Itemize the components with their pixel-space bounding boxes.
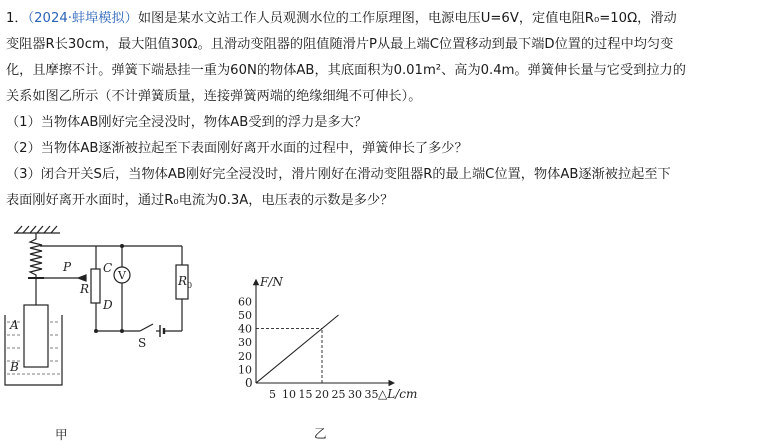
spring	[30, 233, 42, 278]
series-line	[256, 315, 339, 383]
label-r0-main: R	[178, 274, 188, 288]
x-tick-label: 25	[331, 388, 346, 401]
label-r0	[177, 274, 192, 290]
y-tick-label: 10	[238, 363, 252, 377]
ceiling-hatch	[16, 226, 57, 233]
label-d: D	[103, 298, 113, 312]
figure-jia	[0, 225, 200, 448]
label-p: P	[63, 260, 72, 274]
switch	[140, 324, 153, 331]
x-tick-label: 5	[269, 388, 276, 401]
caption-jia: 甲	[55, 428, 68, 442]
rheostat	[91, 269, 100, 303]
x-tick-label: 30	[348, 388, 362, 401]
label-r0-sub: 0	[187, 281, 193, 290]
question-number: 1．	[6, 11, 28, 26]
voltmeter-label: V	[118, 269, 126, 282]
figure-yi	[226, 228, 446, 448]
sub-question-2: （2）当物体AB逐渐被拉起至下表面刚好离开水面的过程中，弹簧伸长了多少？	[6, 141, 468, 156]
stem-line-3: 化，且摩擦不计。弹簧下端悬挂一重为60N的物体AB，其底面积为0.01m²、高为0.4m。弹簧伸长量与它受到拉力的	[6, 63, 686, 78]
sub-question-3-line-1: （3）闭合开关S后，当物体AB刚好完全浸没时，滑片刚好在滑动变阻器R的最上端C位置，物体AB逐渐被拉起至下	[6, 167, 671, 182]
junction-dots	[94, 244, 124, 333]
y-tick-label: 50	[238, 309, 252, 322]
slider-arrow	[78, 275, 86, 281]
y-tick-label: 40	[238, 322, 252, 336]
x-tick-label: 35	[364, 388, 379, 401]
x-tick-label: 20	[315, 388, 329, 401]
stem-line-4: 关系如图乙所示（不计弹簧质量，连接弹簧两端的绝缘细绳不可伸长）。	[6, 89, 422, 104]
label-c: C	[103, 261, 113, 275]
label-s: S	[138, 336, 147, 350]
y-tick-label: 30	[238, 336, 252, 350]
x-tick-label: 15	[298, 388, 313, 401]
question-text	[6, 6, 762, 214]
stem-line-2: 变阻器R长30cm，最大阻值30Ω。且滑动变阻器的阻值随滑片P从最上端C位置移动到最下端D位置的过程中均匀变	[6, 37, 674, 52]
stem-line-1	[6, 6, 762, 32]
y-axis-label: F/N	[260, 274, 283, 289]
stem-text-1: 如图是某水文站工作人员观测水位的工作原理图，电源电压U=6V，定值电阻R₀=10Ω，滑动	[137, 11, 677, 26]
circuit-diagram	[0, 225, 200, 425]
object-ab	[24, 305, 48, 367]
force-extension-chart	[226, 228, 446, 418]
question-source: （2024·蚌埠模拟）	[27, 11, 138, 26]
x-axis-label: △L/cm	[378, 387, 418, 401]
label-a: A	[10, 318, 19, 332]
label-b: B	[10, 360, 19, 374]
y-tick-label: 60	[238, 295, 252, 309]
sub-question-1: （1）当物体AB刚好完全浸没时，物体AB受到的浮力是多大？	[6, 115, 368, 130]
caption-yi: 乙	[314, 427, 327, 441]
label-r: R	[80, 282, 90, 296]
origin-label: 0	[245, 376, 253, 390]
y-tick-label: 20	[238, 349, 252, 363]
x-tick-label: 10	[282, 388, 296, 401]
sub-question-3-line-2: 表面刚好离开水面时，通过R₀电流为0.3A，电压表的示数是多少？	[6, 193, 394, 208]
